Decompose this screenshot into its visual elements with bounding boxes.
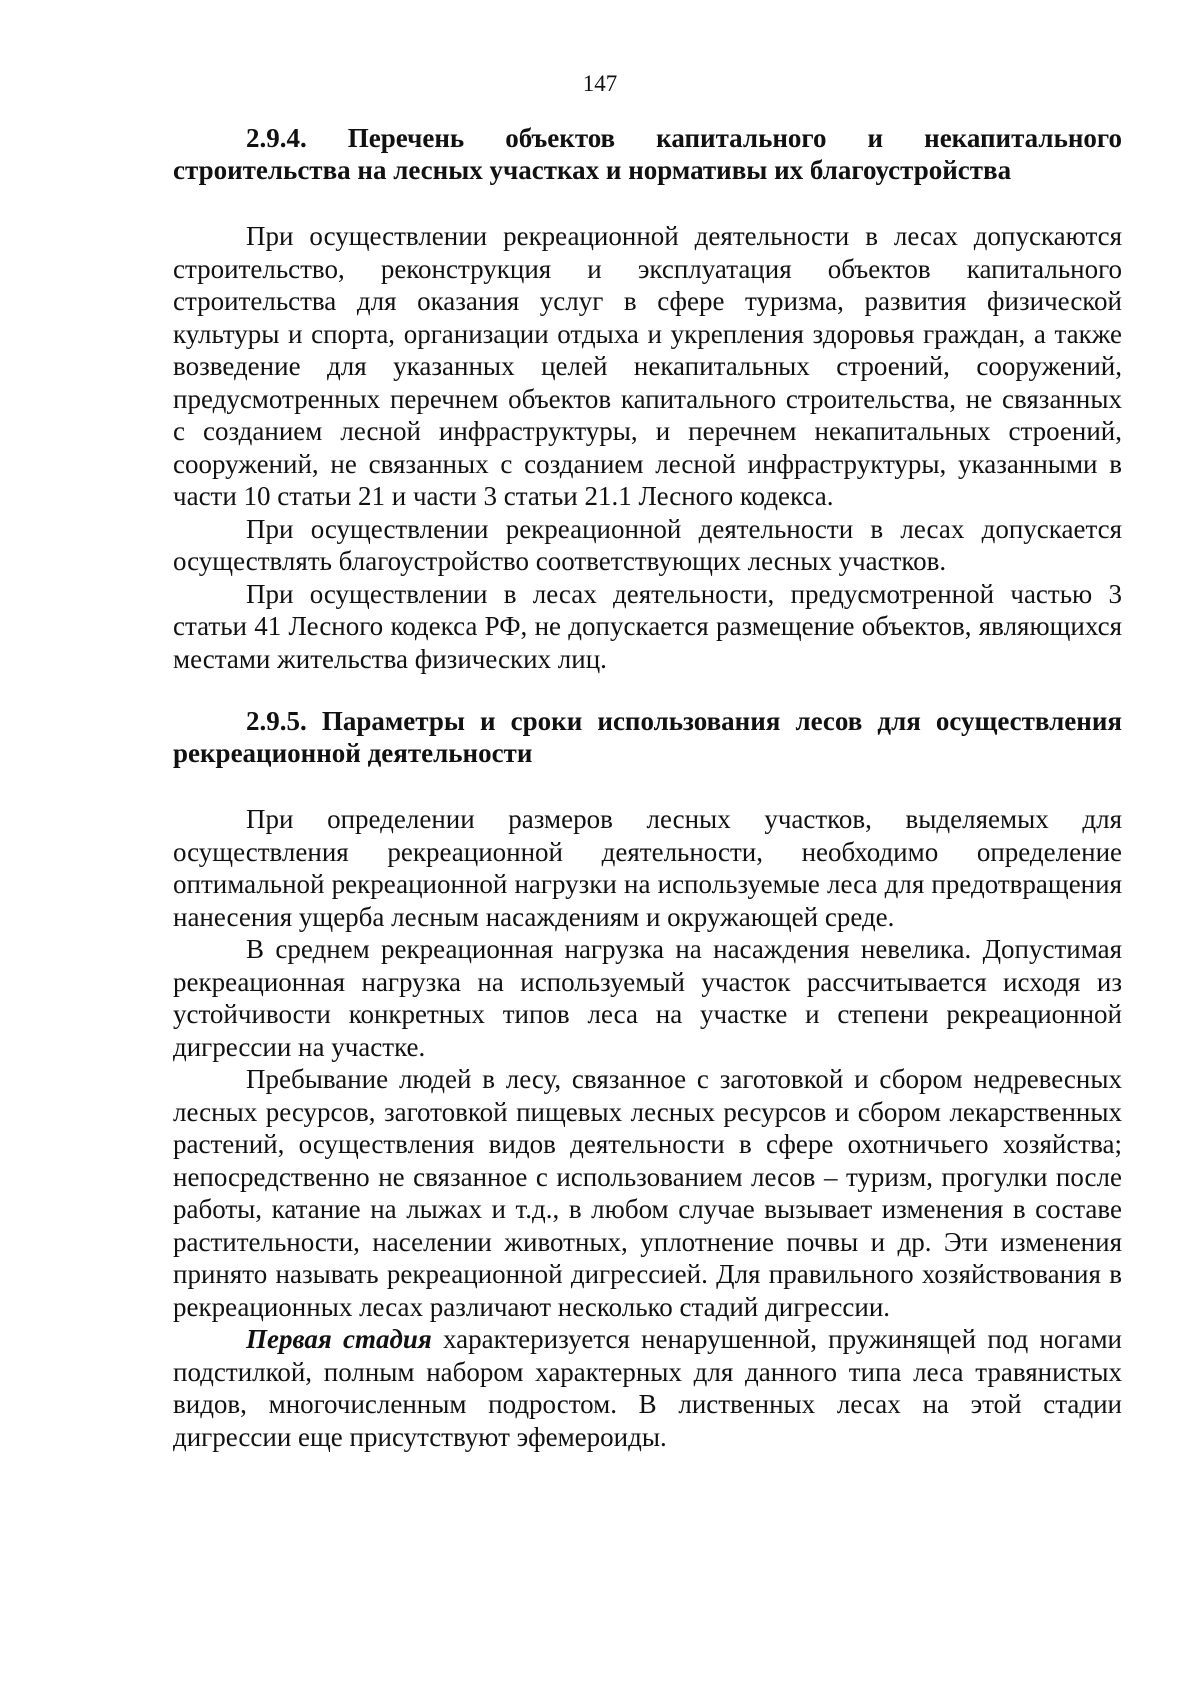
paragraph: При осуществлении рекреационной деятельности в лесах допускаются строительство, реконструкция и эксплуатация объектов капитального строительства для оказания услуг в сфере туризма, развития физической культуры и спорта, организации отдыха и укрепления здоровья граждан, а также возведение для указанных целей некапитальных строений, сооружений, предусмотренных перечнем объектов капитального строительства, не связанных с созданием лесной инфраструктуры, и перечнем некапитальных строений, сооружений, не связанных с созданием лесной инфраструктуры, указанными в части 10 статьи 21 и части 3 статьи 21.1 Лесного кодекса.	[173, 221, 1122, 511]
paragraph: Пребывание людей в лесу, связанное с заготовкой и сбором недревесных лесных ресурсов, заготовкой пищевых лесных ресурсов и сбором лекарственных растений, осуществления видов деятельности в сфере охотничьего хозяйства; непосредственно не связанное с использованием лесов – туризм, прогулки после работы, катание на лыжах и т.д., в любом случае вызывает изменения в составе растительности, населении животных, уплотнение почвы и др. Эти изменения принято называть рекреационной дигрессией. Для правильного хозяйствования в рекреационных лесах различают несколько стадий дигрессии.	[173, 1064, 1122, 1322]
page-number: 147	[582, 71, 618, 96]
paragraph: При определении размеров лесных участков, выделяемых для осуществления рекреационной деятельности, необходимо определение оптимальной рекреационной нагрузки на используемые леса для предотвращения нанесения ущерба лесным насаждениям и окружающей среде.	[173, 804, 1122, 932]
page-content	[173, 122, 1122, 1453]
section-heading-2-9-5: 2.9.5. Параметры и сроки использования лесов для осуществления рекреационной деятельности	[173, 706, 1122, 768]
section-heading-line-1: 2.9.4. Перечень объектов капитального и некапитального	[246, 123, 1122, 153]
paragraph: При осуществлении в лесах деятельности, предусмотренной частью 3 статьи 41 Лесного кодекса РФ, не допускается размещение объектов, являющихся местами жительства физических лиц.	[173, 578, 1122, 674]
section-heading-line-2: строительства на лесных участках и нормативы их благоустройства	[173, 155, 1012, 185]
paragraph-stage-one	[173, 1323, 1122, 1453]
paragraph: При осуществлении рекреационной деятельности в лесах допускается осуществлять благоустройство соответствующих лесных участков.	[173, 513, 1122, 576]
section-heading-2-9-4	[173, 122, 1122, 186]
stage-description: характеризуется ненарушенной, пружинящей под ногами подстилкой, полным набором характерных для данного типа леса травянистых видов, многочисленным подростом. В лиственных лесах на этой стадии дигрессии еще присутствуют эфемероиды.	[173, 1324, 1122, 1452]
paragraph: В среднем рекреационная нагрузка на насаждения невелика. Допустимая рекреационная нагрузка на используемый участок рассчитывается исходя из устойчивости конкретных типов леса на участке и степени рекреационной дигрессии на участке.	[173, 934, 1122, 1062]
stage-term: Первая стадия	[246, 1324, 432, 1354]
